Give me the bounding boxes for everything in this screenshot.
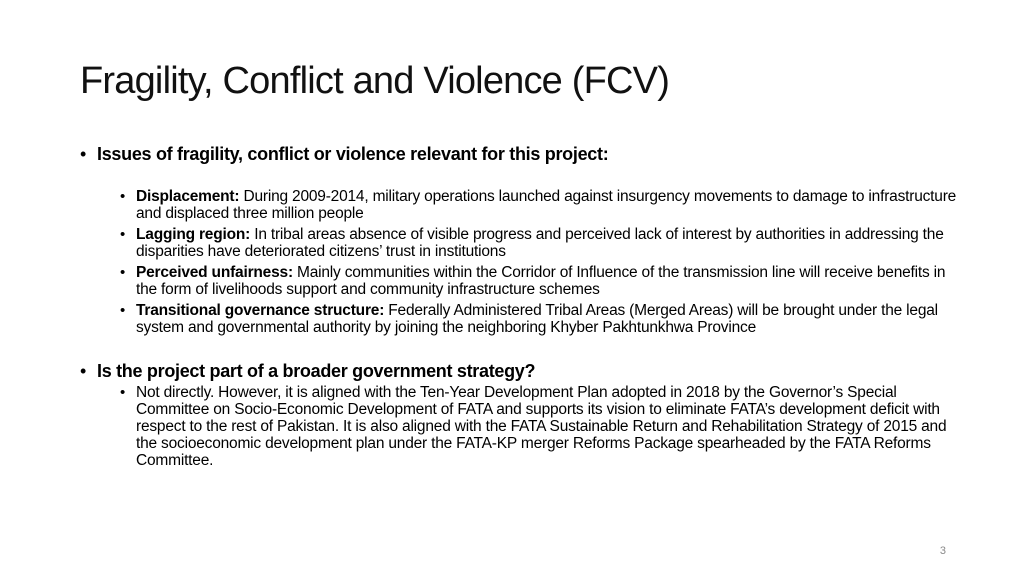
slide-title: Fragility, Conflict and Violence (FCV) (80, 60, 670, 102)
section-fcv-issues (80, 143, 960, 336)
bullet-icon: • (120, 226, 126, 243)
bullet-icon: • (120, 302, 126, 319)
section-heading-text: Is the project part of a broader government strategy? (97, 361, 536, 381)
section-heading (80, 360, 960, 382)
section-heading (80, 143, 960, 165)
list-item (120, 188, 960, 222)
list-item (120, 384, 960, 469)
item-text: During 2009-2014, military operations launched against insurgency movements to damage to infrastructure and displaced three million people (136, 188, 957, 222)
bullet-icon: • (120, 384, 126, 401)
slide-body (80, 143, 960, 473)
item-text: Not directly. However, it is aligned with the Ten-Year Development Plan adopted in 2018 by the Governor’s Special Committee on Socio-Economic Development of FATA and supports its vision to eliminate FATA’s development deficit with respect to the rest of Pakistan. It is also aligned with the FATA Sustainable Return and Rehabilitation Strategy of 2015 and the socioeconomic development plan under the FATA-KP merger Reforms Package spearheaded by the FATA Reforms Committee. (136, 384, 947, 469)
bullet-icon: • (80, 361, 87, 381)
section-heading-text: Issues of fragility, conflict or violence relevant for this project: (97, 144, 609, 164)
section-government-strategy (80, 360, 960, 469)
item-label: Transitional governance structure: (136, 302, 385, 319)
item-text: Federally Administered Tribal Areas (Merged Areas) will be brought under the legal system and governmental authority by joining the neighboring Khyber Pakhtunkhwa Province (136, 302, 938, 336)
item-label: Displacement: (136, 188, 240, 205)
item-label: Lagging region: (136, 226, 251, 243)
bullet-list (80, 188, 960, 336)
bullet-list (80, 384, 960, 469)
item-text: In tribal areas absence of visible progress and perceived lack of interest by authorities in addressing the disparities have deteriorated citizens’ trust in institutions (136, 226, 944, 260)
list-item (120, 264, 960, 298)
list-item (120, 226, 960, 260)
bullet-icon: • (120, 188, 126, 205)
item-text: Mainly communities within the Corridor of Influence of the transmission line will receive benefits in the form of livelihoods support and community infrastructure schemes (136, 264, 946, 298)
page-number: 3 (939, 545, 946, 557)
bullet-icon: • (120, 264, 126, 281)
bullet-icon: • (80, 144, 87, 164)
item-label: Perceived unfairness: (136, 264, 293, 281)
list-item (120, 302, 960, 336)
